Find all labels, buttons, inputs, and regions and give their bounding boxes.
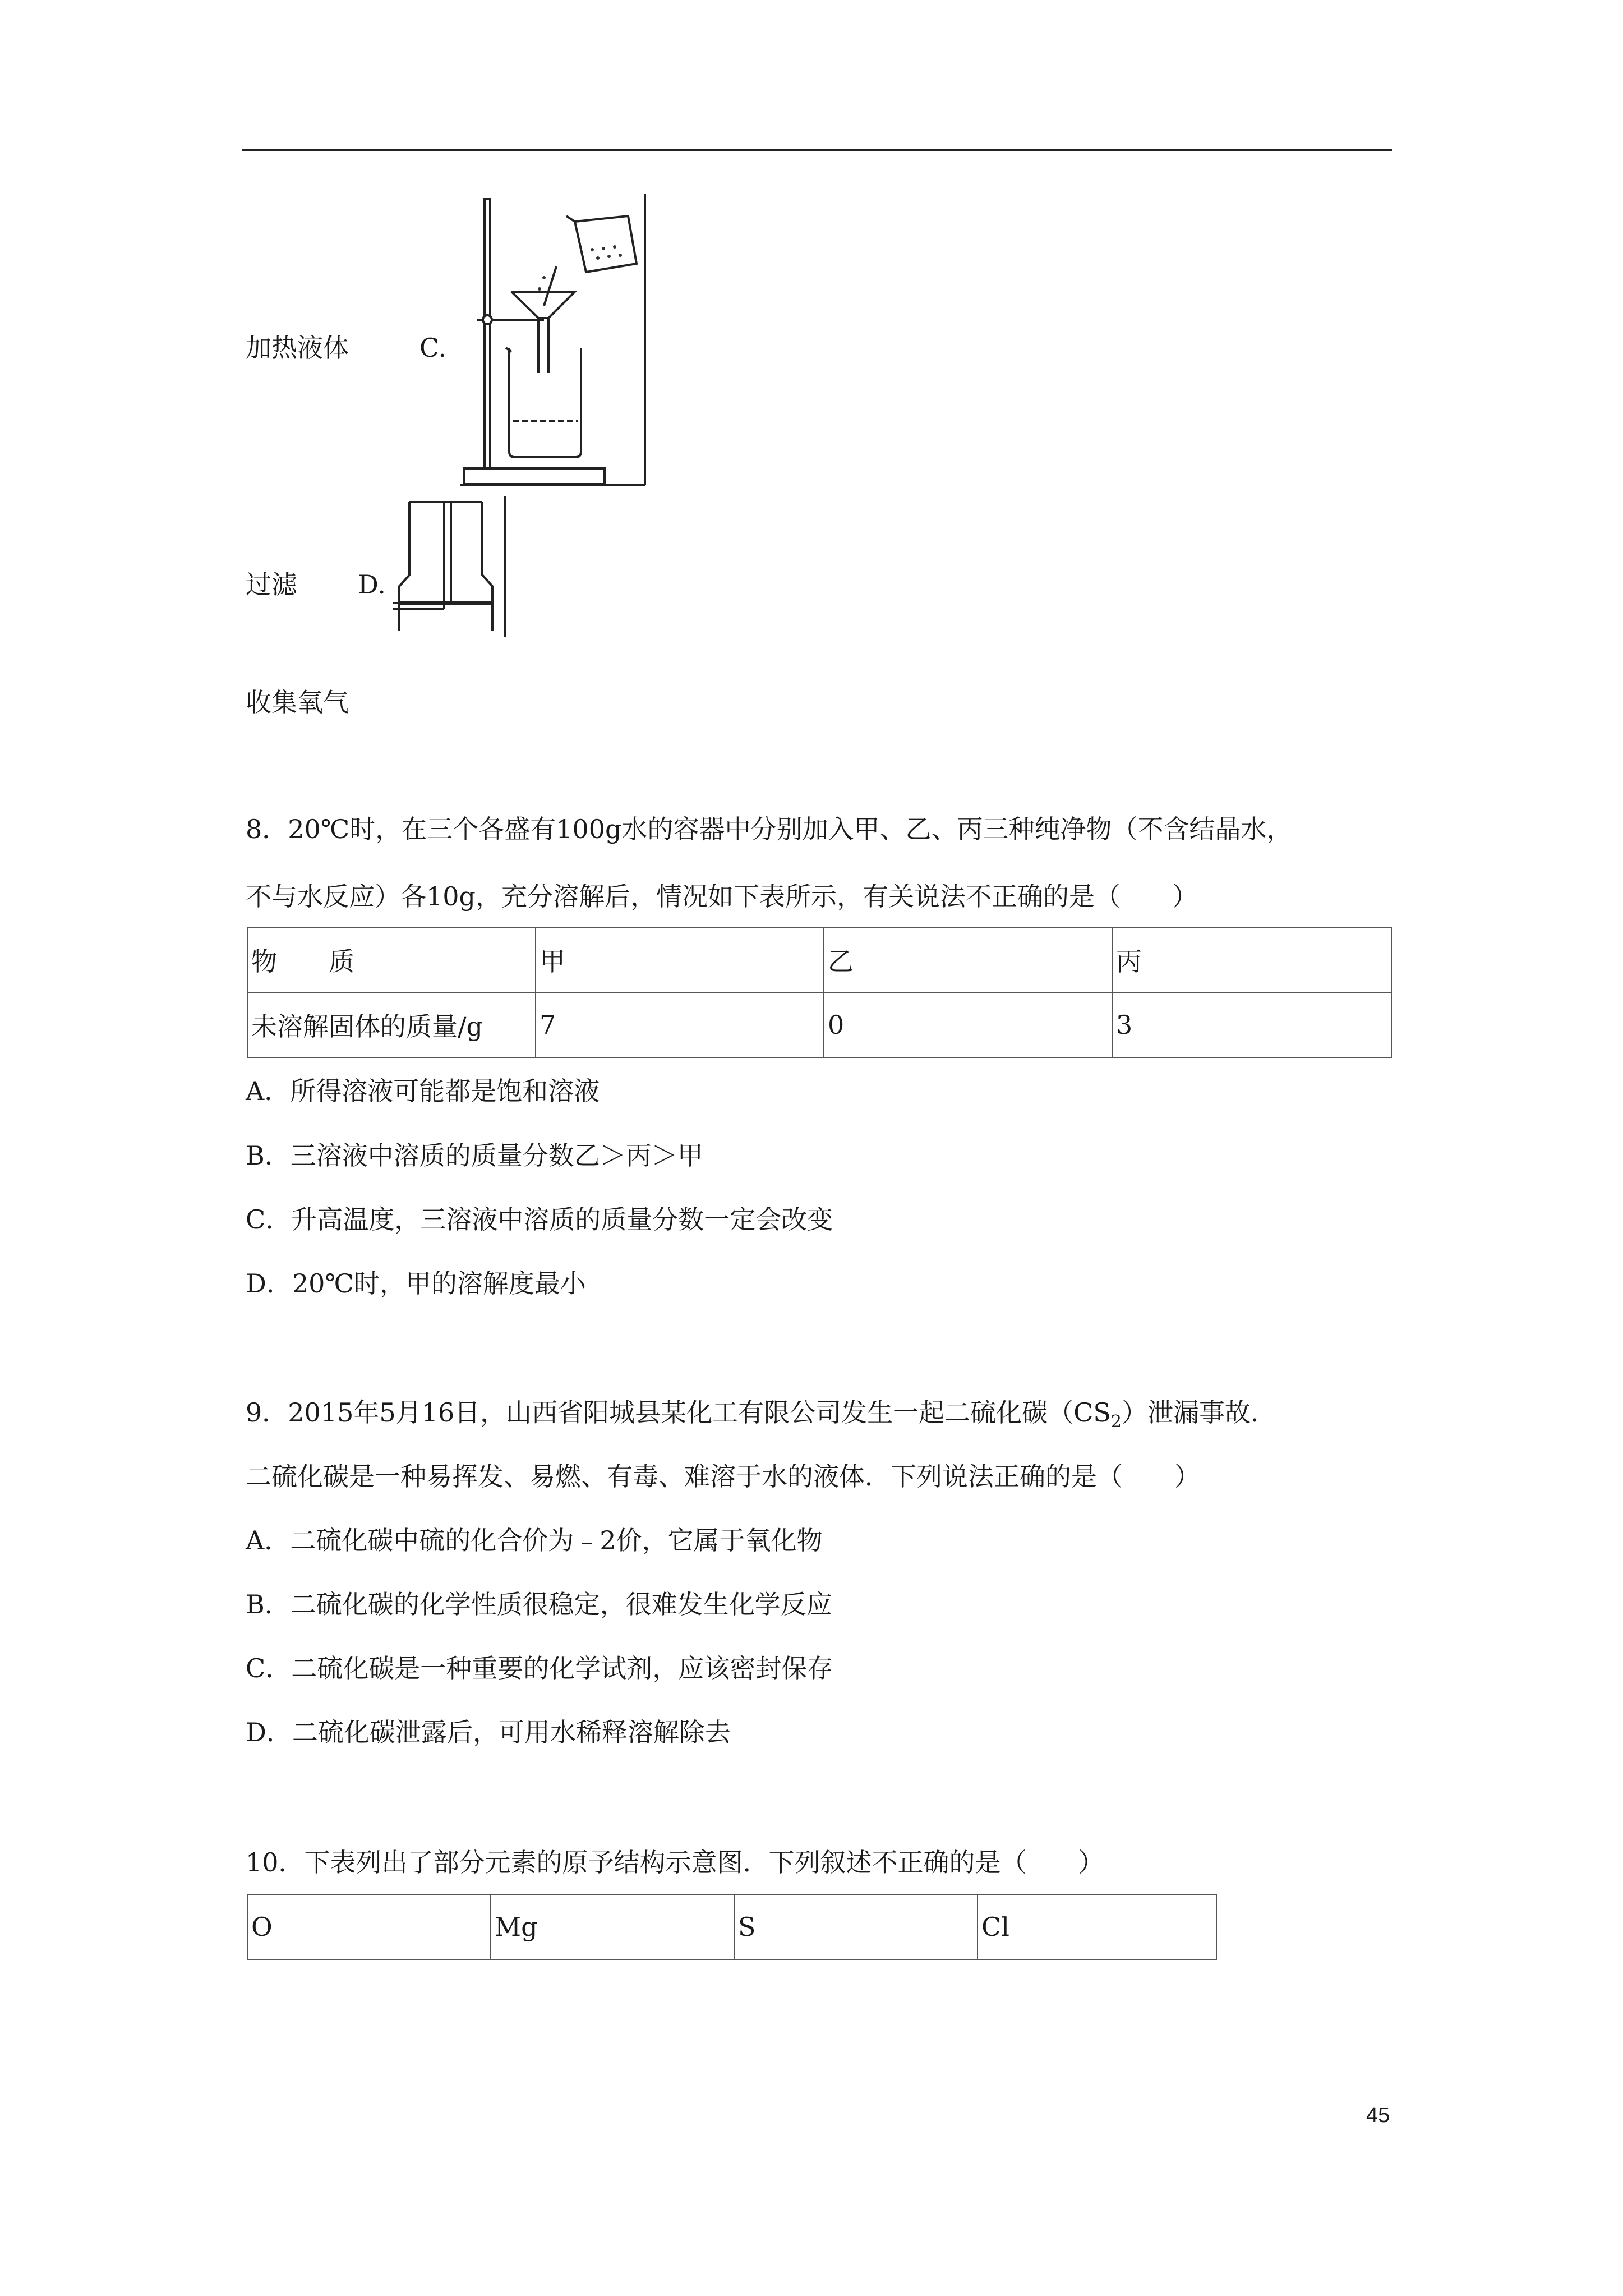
table-cell: 乙 (824, 927, 1112, 992)
q10-stem: 10．下表列出了部分元素的原予结构示意图．下列叙述不正确的是（ ） (246, 1847, 1104, 1878)
table-cell: 甲 (536, 927, 824, 992)
q9-stem-line1 (246, 1396, 1276, 1439)
option-c-label: C. (419, 333, 447, 363)
table-cell: Mg (491, 1894, 734, 1959)
q9-option-b: B．二硫化碳的化学性质很稳定，很难发生化学反应 (246, 1589, 832, 1619)
q9-stem-text-a: 9．2015年5月16日，山西省阳城县某化工有限公司发生一起二硫化碳（CS (246, 1397, 1111, 1428)
q9-option-d: D．二硫化碳泄露后，可用水稀释溶解除去 (246, 1717, 731, 1747)
q9-stem-line2: 二硫化碳是一种易挥发、易燃、有毒、难溶于水的液体．下列说法正确的是（ ） (246, 1461, 1200, 1492)
q9-stem-text-b: ）泄漏事故． (1121, 1397, 1276, 1428)
q8-option-c: C．升高温度，三溶液中溶质的质量分数一定会改变 (246, 1204, 833, 1235)
q8-option-d: D．20℃时，甲的溶解度最小 (246, 1268, 586, 1299)
table-header-row (247, 927, 1391, 992)
q8-option-b: B．三溶液中溶质的质量分数乙＞丙＞甲 (246, 1140, 703, 1171)
table-cell: 3 (1112, 992, 1391, 1057)
q8-option-a: A．所得溶液可能都是饱和溶液 (246, 1076, 600, 1106)
table-row (247, 1894, 1216, 1959)
option-c-caption: 过滤 (246, 569, 297, 600)
table-cell: 7 (536, 992, 824, 1057)
q8-stem-line2: 不与水反应）各10g，充分溶解后，情况如下表所示，有关说法不正确的是（ ） (246, 881, 1198, 912)
table-row (247, 992, 1391, 1057)
table-cell: O (247, 1894, 491, 1959)
q8-data-table (247, 927, 1392, 1058)
gas-collection-figure (393, 496, 510, 642)
option-b-caption: 加热液体 (246, 333, 349, 363)
q8-stem-line1: 8．20℃时，在三个各盛有100g水的容器中分别加入甲、乙、丙三种纯净物（不含结晶水， (246, 814, 1293, 844)
table-cell: 未溶解固体的质量/g (247, 992, 536, 1057)
q9-option-c: C．二硫化碳是一种重要的化学试剂，应该密封保存 (246, 1653, 833, 1683)
table-cell: 0 (824, 992, 1112, 1057)
header-rule (242, 149, 1392, 151)
table-cell: Cl (978, 1894, 1216, 1959)
option-d-label: D. (358, 569, 386, 600)
option-d-caption: 收集氧气 (246, 687, 349, 717)
q10-element-table (247, 1894, 1217, 1960)
page-number: 45 (1366, 2104, 1390, 2127)
table-cell: S (734, 1894, 978, 1959)
q9-option-a: A．二硫化碳中硫的化合价为﹣2价，它属于氧化物 (246, 1525, 823, 1556)
table-cell: 丙 (1112, 927, 1391, 992)
q9-stem-subscript: 2 (1110, 1412, 1122, 1432)
filtration-apparatus-figure (460, 194, 651, 491)
table-cell: 物 质 (247, 927, 536, 992)
